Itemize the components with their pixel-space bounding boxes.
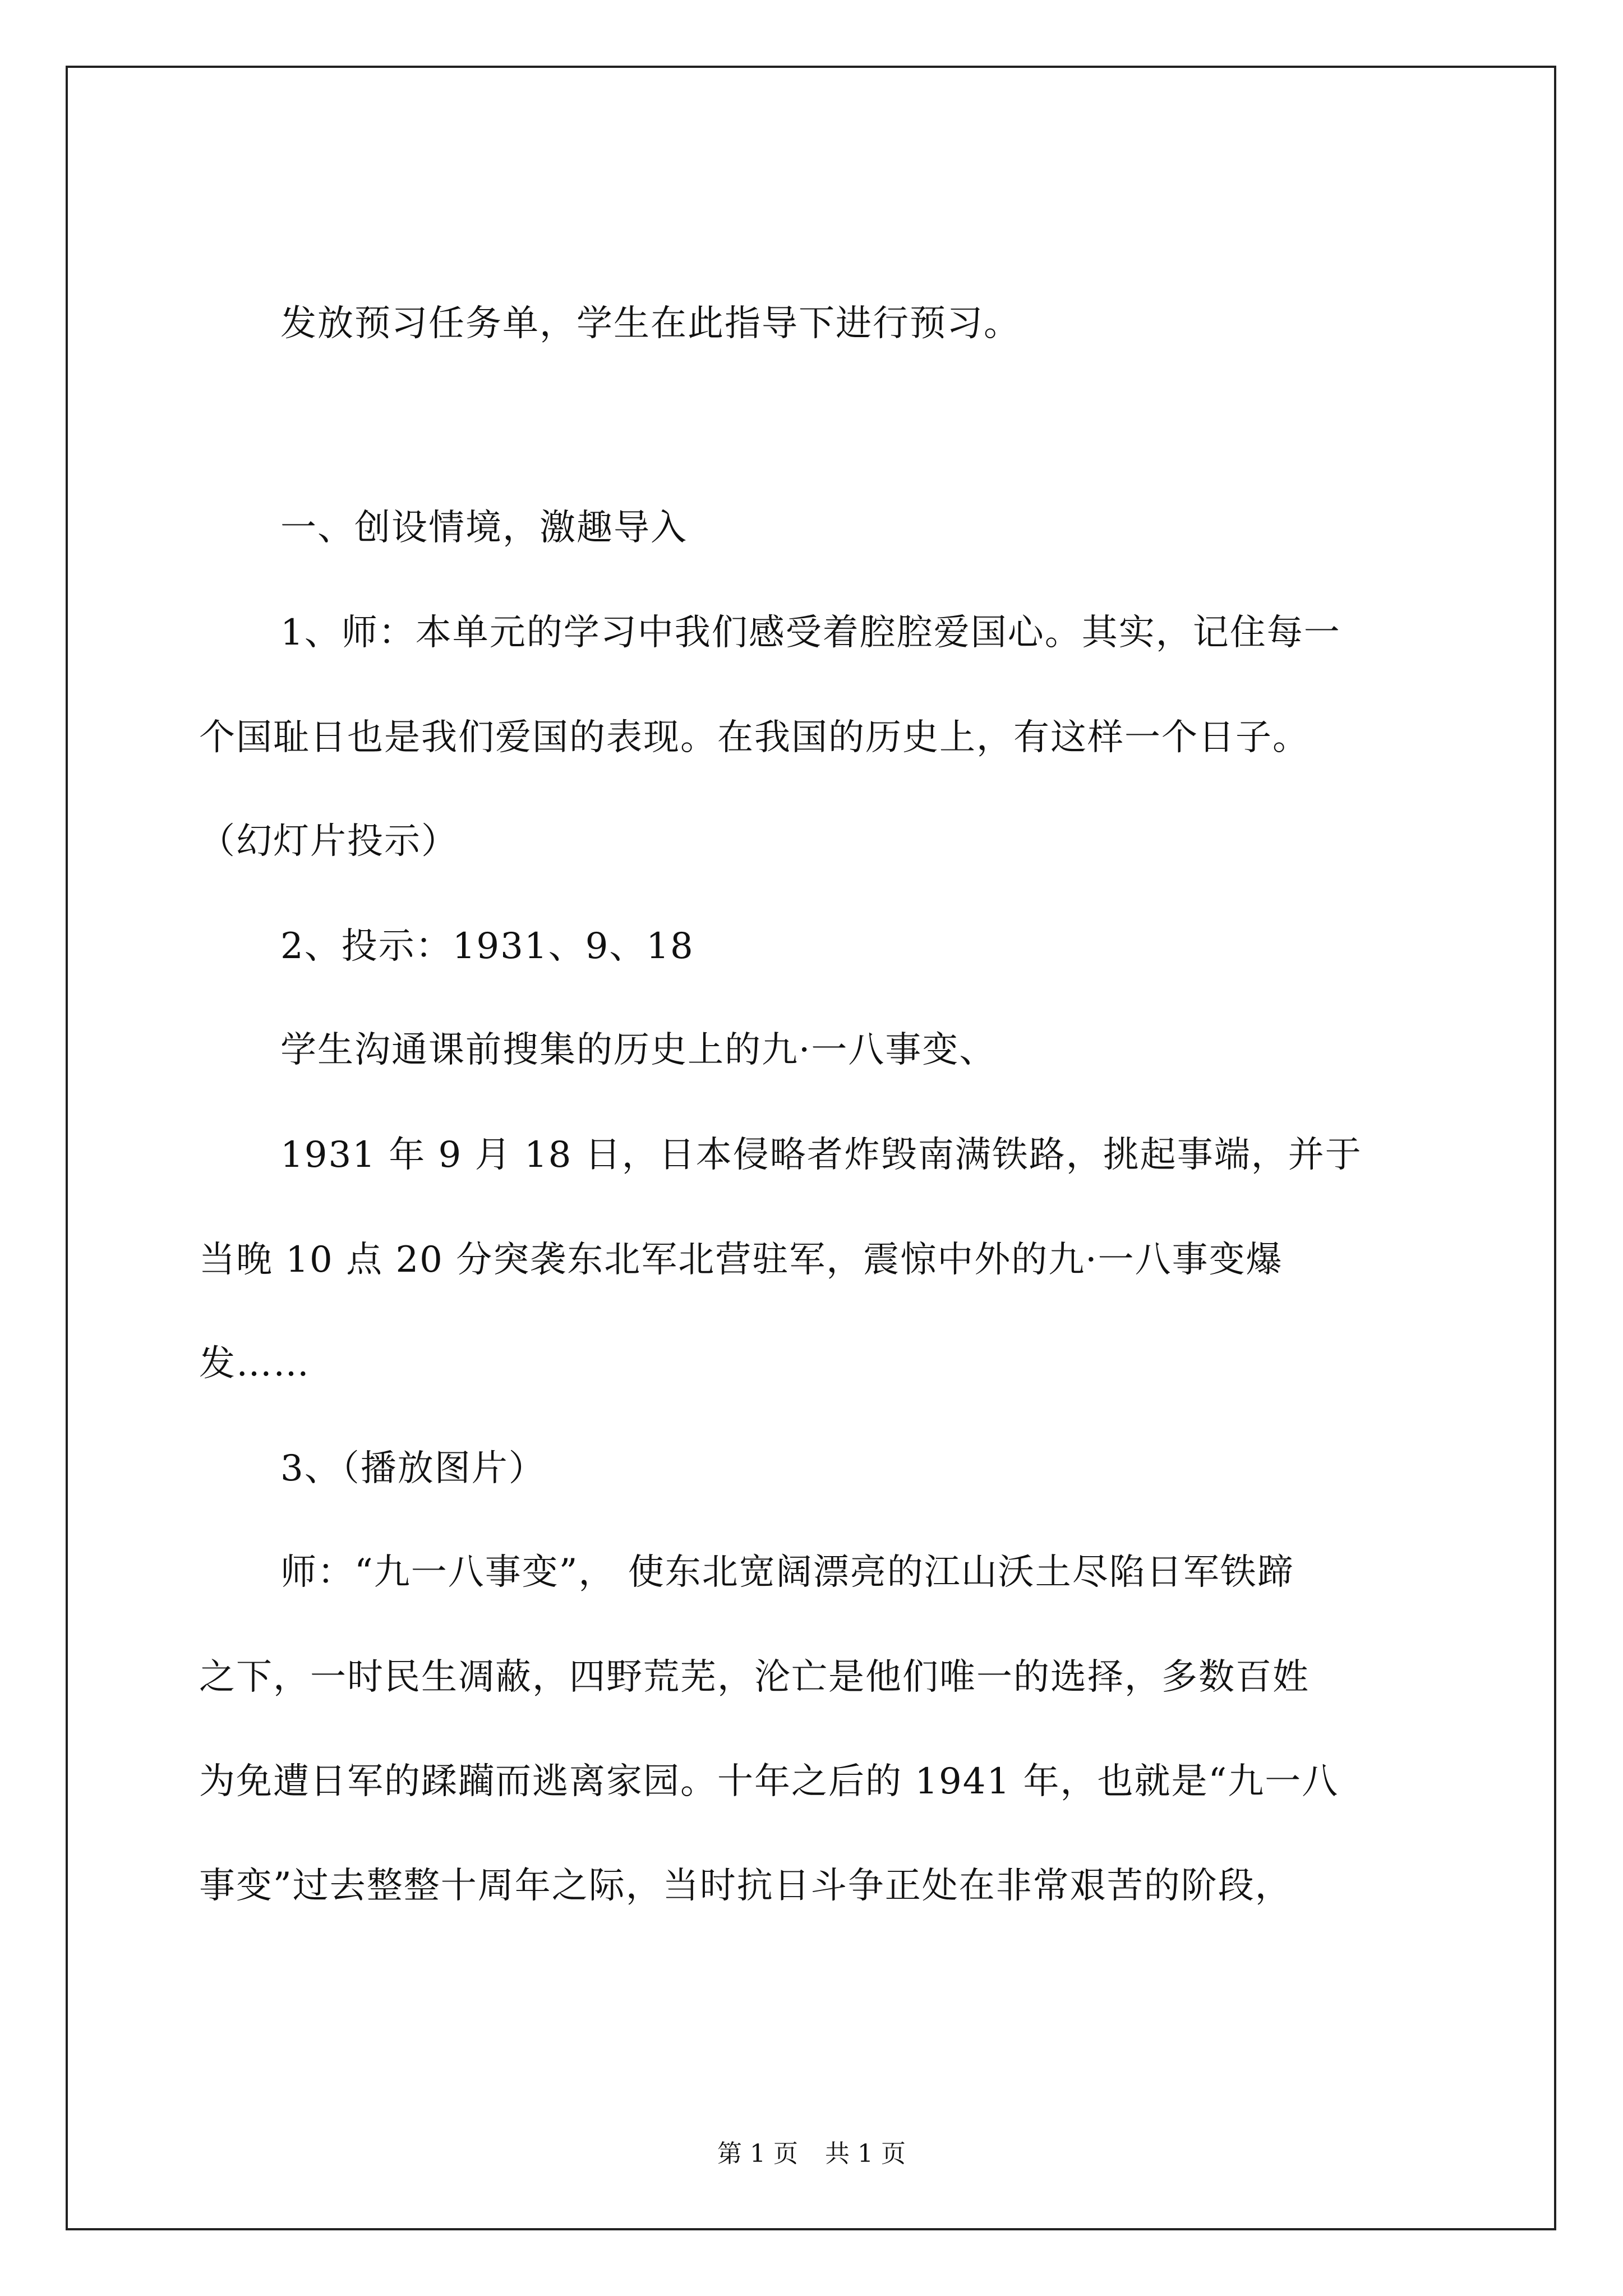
paragraph-event-line-3: 发……: [199, 1343, 310, 1384]
paragraph-teacher-2-line-2: 之下，一时民生凋蔽，四野荒芜，沦亡是他们唯一的选择，多数百姓: [199, 1657, 1310, 1698]
section-heading-intro: 一、创设情境，激趣导入: [280, 507, 688, 549]
paragraph-teacher-2-line-4: 事变”过去整整十周年之际，当时抗日斗争正处在非常艰苦的阶段，: [199, 1865, 1292, 1907]
paragraph-event-line-1: 1931 年 9 月 18 日，日本侵略者炸毁南满铁路，挑起事端，并于: [280, 1134, 1362, 1176]
footer-total-pages: 共 1 页: [825, 2139, 906, 2168]
paragraph-teacher-1-line-3: （幻灯片投示）: [199, 821, 458, 862]
page-footer: [0, 2139, 1623, 2168]
paragraph-play-images: 3、（播放图片）: [280, 1448, 546, 1489]
paragraph-teacher-1-line-1: 1、师：本单元的学习中我们感受着腔腔爱国心。其实，记住每一: [280, 612, 1341, 654]
paragraph-event-line-2: 当晚 10 点 20 分突袭东北军北营驻军，震惊中外的九·一八事变爆: [199, 1239, 1283, 1281]
paragraph-teacher-1-line-2: 个国耻日也是我们爱国的表现。在我国的历史上，有这样一个日子。: [199, 717, 1310, 758]
paragraph-preview-task: 发放预习任务单，学生在此指导下进行预习。: [280, 303, 1021, 344]
paragraph-teacher-2-line-1: 师：“九一八事变”， 使东北宽阔漂亮的江山沃土尽陷日军铁蹄: [280, 1552, 1294, 1593]
paragraph-teacher-2-line-3: 为免遭日军的蹂躏而逃离家园。十年之后的 1941 年，也就是“九一八: [199, 1761, 1339, 1802]
paragraph-slide-date: 2、投示：1931、9、18: [280, 926, 694, 967]
footer-page-number: 第 1 页: [717, 2139, 798, 2168]
paragraph-student-share: 学生沟通课前搜集的历史上的九·一八事变、: [280, 1029, 997, 1071]
